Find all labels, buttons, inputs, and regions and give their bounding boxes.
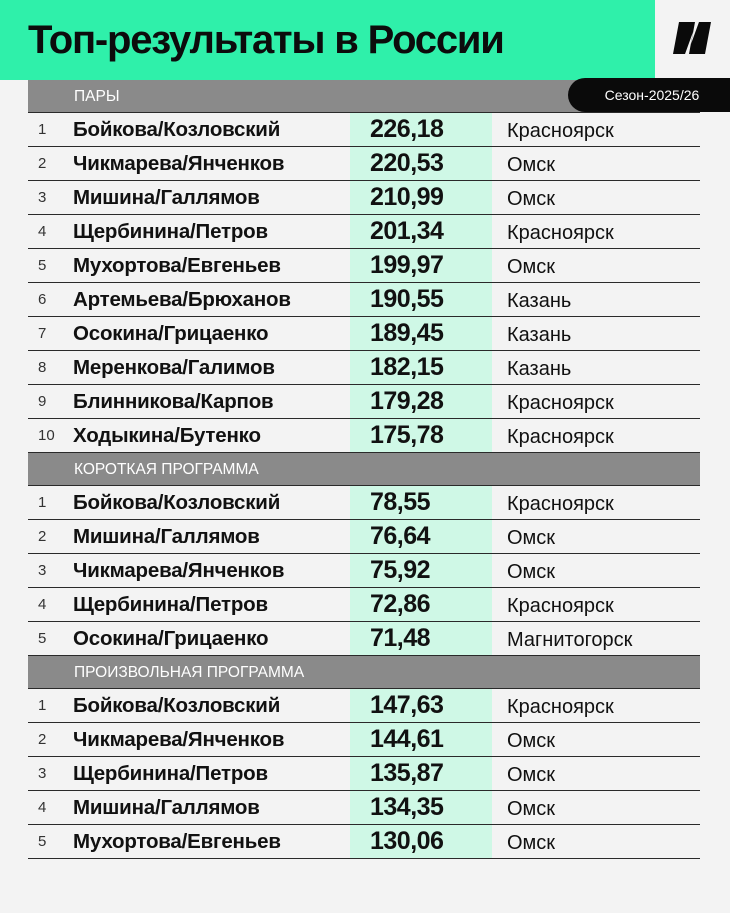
pair-name-cell: Мухортова/Евгеньев bbox=[73, 254, 281, 277]
rank-cell: 2 bbox=[38, 528, 47, 545]
pair-name-cell: Бойкова/Козловский bbox=[73, 118, 281, 141]
pair-name-cell: Мишина/Галлямов bbox=[73, 525, 260, 548]
score-cell: 134,35 bbox=[370, 793, 444, 821]
pair-name-cell: Щербинина/Петров bbox=[73, 220, 268, 243]
score-cell: 179,28 bbox=[370, 387, 444, 415]
table-row bbox=[28, 351, 700, 385]
city-cell: Омск bbox=[507, 154, 556, 176]
city-cell: Красноярск bbox=[507, 493, 614, 515]
pair-name-cell: Бойкова/Козловский bbox=[73, 694, 281, 717]
table-row bbox=[28, 249, 700, 283]
table-row bbox=[28, 825, 700, 859]
rank-cell: 9 bbox=[38, 393, 47, 410]
score-cell: 220,53 bbox=[370, 149, 444, 177]
score-cell: 190,55 bbox=[370, 285, 444, 313]
page-title: Топ-результаты в России bbox=[28, 18, 504, 62]
city-cell: Омск bbox=[507, 256, 556, 278]
city-cell: Красноярск bbox=[507, 222, 614, 244]
table-row bbox=[28, 283, 700, 317]
score-cell: 226,18 bbox=[370, 115, 444, 143]
score-cell: 130,06 bbox=[370, 827, 444, 855]
city-cell: Красноярск bbox=[507, 595, 614, 617]
rank-cell: 3 bbox=[38, 189, 47, 206]
rank-cell: 4 bbox=[38, 223, 47, 240]
pair-name-cell: Чикмарева/Янченков bbox=[73, 559, 285, 582]
pair-name-cell: Блинникова/Карпов bbox=[73, 390, 274, 413]
table-row bbox=[28, 419, 700, 453]
table-row bbox=[28, 385, 700, 419]
city-cell: Магнитогорск bbox=[507, 629, 633, 651]
rank-cell: 4 bbox=[38, 799, 47, 816]
table-row bbox=[28, 113, 700, 147]
rank-cell: 1 bbox=[38, 121, 47, 138]
score-cell: 78,55 bbox=[370, 488, 431, 516]
table-row bbox=[28, 622, 700, 656]
pair-name-cell: Ходыкина/Бутенко bbox=[73, 424, 261, 447]
score-cell: 75,92 bbox=[370, 556, 431, 584]
table-row bbox=[28, 317, 700, 351]
score-cell: 201,34 bbox=[370, 217, 444, 245]
brand-logo-icon bbox=[671, 22, 711, 54]
pair-name-cell: Щербинина/Петров bbox=[73, 762, 268, 785]
score-cell: 147,63 bbox=[370, 691, 444, 719]
rank-cell: 5 bbox=[38, 833, 47, 850]
city-cell: Казань bbox=[507, 324, 572, 346]
city-cell: Красноярск bbox=[507, 696, 614, 718]
pair-name-cell: Чикмарева/Янченков bbox=[73, 728, 285, 751]
city-cell: Казань bbox=[507, 290, 572, 312]
table-row bbox=[28, 215, 700, 249]
score-cell: 199,97 bbox=[370, 251, 444, 279]
city-cell: Омск bbox=[507, 561, 556, 583]
rank-cell: 8 bbox=[38, 359, 47, 376]
score-cell: 182,15 bbox=[370, 353, 444, 381]
score-cell: 210,99 bbox=[370, 183, 444, 211]
rank-cell: 10 bbox=[38, 427, 55, 444]
rank-cell: 1 bbox=[38, 697, 47, 714]
rank-cell: 5 bbox=[38, 630, 47, 647]
results-table bbox=[28, 80, 700, 859]
score-cell: 175,78 bbox=[370, 421, 444, 449]
table-row bbox=[28, 791, 700, 825]
pair-name-cell: Осокина/Грицаенко bbox=[73, 627, 269, 650]
city-cell: Красноярск bbox=[507, 392, 614, 414]
pair-name-cell: Щербинина/Петров bbox=[73, 593, 268, 616]
table-row bbox=[28, 554, 700, 588]
city-cell: Омск bbox=[507, 764, 556, 786]
title-banner bbox=[0, 0, 655, 80]
city-cell: Казань bbox=[507, 358, 572, 380]
score-cell: 189,45 bbox=[370, 319, 444, 347]
pair-name-cell: Чикмарева/Янченков bbox=[73, 152, 285, 175]
city-cell: Красноярск bbox=[507, 426, 614, 448]
section-header: ПАРЫ bbox=[28, 80, 700, 113]
season-badge: Сезон-2025/26 bbox=[568, 78, 730, 112]
table-row bbox=[28, 689, 700, 723]
score-cell: 144,61 bbox=[370, 725, 444, 753]
table-row bbox=[28, 588, 700, 622]
section-header: КОРОТКАЯ ПРОГРАММА bbox=[28, 453, 700, 486]
score-cell: 76,64 bbox=[370, 522, 431, 550]
score-cell: 71,48 bbox=[370, 624, 431, 652]
rank-cell: 5 bbox=[38, 257, 47, 274]
score-cell: 72,86 bbox=[370, 590, 431, 618]
score-cell: 135,87 bbox=[370, 759, 444, 787]
city-cell: Омск bbox=[507, 730, 556, 752]
rank-cell: 2 bbox=[38, 155, 47, 172]
pair-name-cell: Мишина/Галлямов bbox=[73, 796, 260, 819]
table-row bbox=[28, 181, 700, 215]
rank-cell: 2 bbox=[38, 731, 47, 748]
rank-cell: 3 bbox=[38, 562, 47, 579]
table-row bbox=[28, 486, 700, 520]
rank-cell: 1 bbox=[38, 494, 47, 511]
pair-name-cell: Мишина/Галлямов bbox=[73, 186, 260, 209]
rank-cell: 6 bbox=[38, 291, 47, 308]
section-header: ПРОИЗВОЛЬНАЯ ПРОГРАММА bbox=[28, 656, 700, 689]
rank-cell: 4 bbox=[38, 596, 47, 613]
city-cell: Омск bbox=[507, 798, 556, 820]
pair-name-cell: Осокина/Грицаенко bbox=[73, 322, 269, 345]
city-cell: Омск bbox=[507, 188, 556, 210]
logo-area bbox=[655, 0, 730, 80]
table-row bbox=[28, 723, 700, 757]
rank-cell: 7 bbox=[38, 325, 47, 342]
city-cell: Омск bbox=[507, 527, 556, 549]
rank-cell: 3 bbox=[38, 765, 47, 782]
table-row bbox=[28, 757, 700, 791]
city-cell: Омск bbox=[507, 832, 556, 854]
table-row bbox=[28, 520, 700, 554]
pair-name-cell: Бойкова/Козловский bbox=[73, 491, 281, 514]
city-cell: Красноярск bbox=[507, 120, 614, 142]
pair-name-cell: Меренкова/Галимов bbox=[73, 356, 275, 379]
pair-name-cell: Мухортова/Евгеньев bbox=[73, 830, 281, 853]
pair-name-cell: Артемьева/Брюханов bbox=[73, 288, 291, 311]
table-row bbox=[28, 147, 700, 181]
